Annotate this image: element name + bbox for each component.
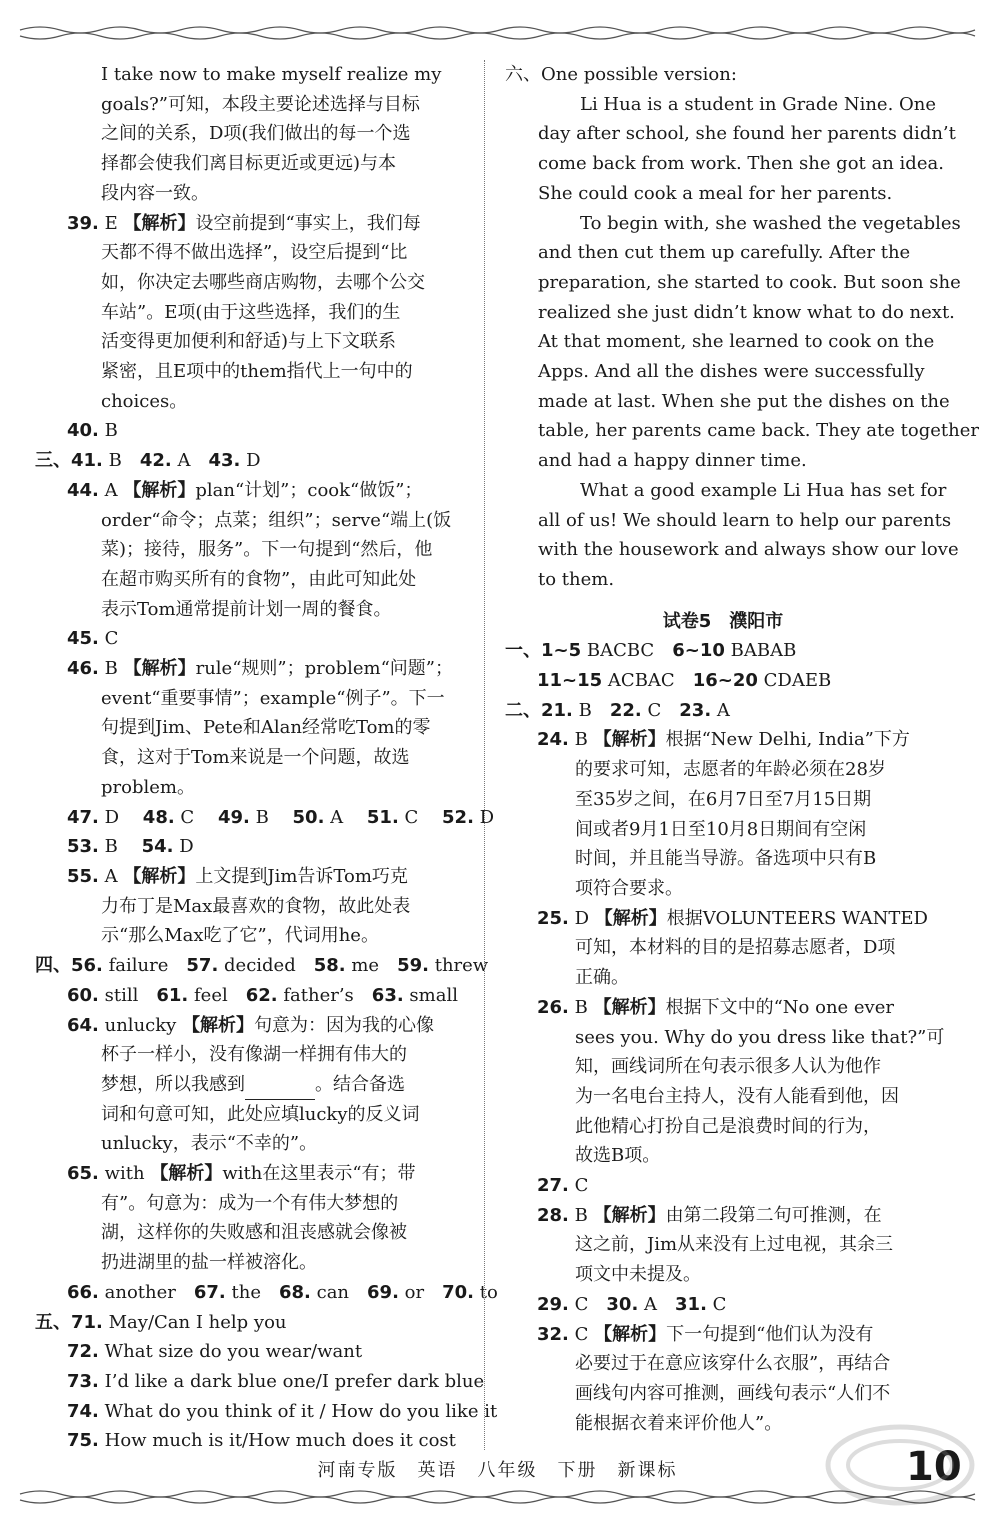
essay-line: What a good example Li Hua has set for xyxy=(580,479,947,501)
answer-letter: D xyxy=(246,450,261,472)
answer-sentence: May/Can I help you xyxy=(108,1311,287,1333)
essay-line: At that moment, she learned to cook on the xyxy=(538,331,935,353)
text-line: 活变得更加便利和舒适)与上下文联系 xyxy=(101,331,397,353)
text-fragment: 梦想，所以我感到 xyxy=(101,1073,245,1095)
question-number: 40. xyxy=(67,420,99,442)
answer-word: me xyxy=(351,955,380,977)
answer-letter: A xyxy=(644,1293,658,1315)
explanation-text: rule“规则”；problem“问题”； xyxy=(195,658,453,680)
essay-line: all of us! We should learn to help our parents xyxy=(538,509,952,531)
question-number: 51. xyxy=(366,806,399,828)
answer-letter: C xyxy=(574,1175,589,1197)
answer-75 xyxy=(35,1426,465,1456)
essay-line: with the housework and always show our love xyxy=(538,539,959,561)
text-line: 湖，这样你的失败感和沮丧感就会像被 xyxy=(101,1222,407,1244)
text-line: 力布丁是Max最喜欢的食物，故此处表 xyxy=(101,895,411,917)
answer-word: can xyxy=(316,1281,350,1303)
explanation-text: with在这里表示“有；带 xyxy=(222,1163,416,1185)
text-line: 项符合要求。 xyxy=(575,877,683,899)
text-line: 这之前，Jim从来没有上过电视，其余三 xyxy=(575,1234,894,1256)
text-line: 至35岁之间，在6月7日至7月15日期 xyxy=(575,788,872,810)
answer-letter: A xyxy=(104,479,118,501)
question-number: 39. xyxy=(67,212,99,234)
answer-32 xyxy=(505,1320,941,1350)
essay-line: and had a happy dinner time. xyxy=(538,450,807,472)
section-label: 四、 xyxy=(35,955,71,977)
answer-word: the xyxy=(231,1281,261,1303)
text-line: event“重要事情”；example“例子”。下一 xyxy=(101,687,445,709)
question-number: 27. xyxy=(537,1175,569,1197)
question-number: 25. xyxy=(537,907,569,929)
answer-45 xyxy=(35,624,465,654)
question-number: 64. xyxy=(67,1014,99,1036)
explanation-text: 上文提到Jim告诉Tom巧克 xyxy=(195,865,408,887)
answer-word: small xyxy=(409,984,458,1006)
text-line: 的要求可知，志愿者的年龄必须在28岁 xyxy=(575,759,886,781)
answer-40 xyxy=(35,416,465,446)
page-footer: 河南专版 英语 八年级 下册 新课标 xyxy=(317,1460,678,1481)
text-line: 时间，并且能当导游。备选项中只有B xyxy=(575,848,877,870)
text-line: goals?”可知，本段主要论述选择与目标 xyxy=(101,93,420,115)
essay-line: come back from work. Then she got an idea. xyxy=(538,153,944,175)
text-line: sees you. Why do you dress like that?”可 xyxy=(575,1026,945,1048)
answer-letters: CDAEB xyxy=(763,670,832,692)
question-number: 29. xyxy=(537,1293,569,1315)
text-line: order“命令；点菜；组织”；serve“端上(饭 xyxy=(101,509,452,531)
explanation-text: 由第二段第二句可推测，在 xyxy=(665,1204,882,1226)
answer-letter: A xyxy=(104,865,118,887)
explanation-tag: 【解析】 xyxy=(594,1323,667,1345)
text-line: 扔进湖里的盐一样被溶化。 xyxy=(101,1252,317,1274)
essay-line: realized she just didn’t know what to do next. xyxy=(538,301,955,323)
explanation-text: plan“计划”；cook“做饭”； xyxy=(195,479,423,501)
page-number: 10 xyxy=(906,1444,962,1490)
top-decorative-border xyxy=(20,22,975,44)
text-line: 天都不得不做出选择”，设空后提到“比 xyxy=(101,242,408,264)
text-line: 如，你决定去哪些商店购物，去哪个公交 xyxy=(101,271,425,293)
answer-letter: B xyxy=(574,996,588,1018)
answer-word: to xyxy=(479,1281,498,1303)
question-number: 47. xyxy=(67,806,99,828)
answer-55 xyxy=(35,862,465,892)
text-line xyxy=(35,1070,465,1100)
question-number: 41. xyxy=(71,450,103,472)
answer-word: or xyxy=(404,1281,425,1303)
answer-letters: ACBAC xyxy=(607,670,675,692)
answer-word: with xyxy=(104,1163,145,1185)
explanation-tag: 【解析】 xyxy=(593,1204,666,1226)
section-label: 三、 xyxy=(35,450,71,472)
text-line: 之间的关系，D项(我们做出的每一个选 xyxy=(101,123,411,145)
text-line: 择都会使我们离目标更近或更远)与本 xyxy=(101,153,397,175)
answers-29-31 xyxy=(505,1290,941,1320)
essay-line: day after school, she found her parents didn’t xyxy=(538,123,956,145)
answer-letter: E xyxy=(104,212,118,234)
text-line: 知，画线词所在句表示很多人认为他作 xyxy=(575,1056,881,1078)
question-number: 43. xyxy=(208,450,241,472)
explanation-text: 下一句提到“他们认为没有 xyxy=(666,1323,874,1345)
text-line: 段内容一致。 xyxy=(101,182,209,204)
question-number: 59. xyxy=(397,955,429,977)
question-number: 73. xyxy=(67,1370,99,1392)
answer-word: feel xyxy=(194,984,228,1006)
answer-letter: D xyxy=(104,806,120,828)
question-number: 57. xyxy=(186,955,219,977)
text-line: problem。 xyxy=(101,776,195,798)
essay-line: Li Hua is a student in Grade Nine. One xyxy=(580,93,937,115)
essay-line: and then cut them up carefully. After the xyxy=(538,242,911,264)
explanation-tag: 【解析】 xyxy=(593,729,666,751)
answer-letter: C xyxy=(104,628,119,650)
section-label: 五、 xyxy=(35,1311,71,1333)
answer-letter: B xyxy=(578,699,592,721)
question-number: 21. xyxy=(541,699,573,721)
answer-sentence: What size do you wear/want xyxy=(104,1341,363,1363)
answer-letters: BABAB xyxy=(730,640,797,662)
essay-line: She could cook a meal for her parents. xyxy=(538,182,893,204)
question-number: 71. xyxy=(71,1311,103,1333)
answer-sentence: How much is it/How much does it cost xyxy=(104,1430,456,1452)
text-line: 车站”。E项(由于这些选择，我们的生 xyxy=(101,301,401,323)
text-line: 食，这对于Tom来说是一个问题，故选 xyxy=(101,747,410,769)
answer-letter: C xyxy=(647,699,662,721)
text-line: I take now to make myself realize my xyxy=(101,64,442,85)
answer-letter: C xyxy=(574,1323,589,1345)
question-number: 54. xyxy=(141,836,174,858)
question-number: 31. xyxy=(675,1293,707,1315)
question-number: 58. xyxy=(313,955,346,977)
section-label: 二、 xyxy=(505,699,541,721)
explanation-tag: 【解析】 xyxy=(594,907,667,929)
text-line: unlucky，表示“不幸的”。 xyxy=(101,1133,318,1155)
essay-line: made at last. When she put the dishes on the xyxy=(538,390,950,412)
answer-letter: A xyxy=(177,450,191,472)
explanation-text: 设空前提到“事实上，我们每 xyxy=(195,212,421,234)
text-line: 正确。 xyxy=(575,967,629,989)
answer-72 xyxy=(35,1337,465,1367)
answer-letter: C xyxy=(574,1293,589,1315)
question-number: 22. xyxy=(609,699,642,721)
question-number: 52. xyxy=(442,806,474,828)
text-line: 示“那么Max吃了它”，代词用he。 xyxy=(101,925,379,947)
answers-47-52 xyxy=(35,803,495,833)
question-number: 28. xyxy=(537,1204,569,1226)
text-line: 句提到Jim、Pete和Alan经常吃Tom的零 xyxy=(101,717,431,739)
question-number: 62. xyxy=(245,984,278,1006)
question-number: 53. xyxy=(67,836,99,858)
answer-44 xyxy=(35,476,465,506)
text-line: 在超市购买所有的食物”，由此可知此处 xyxy=(101,568,417,590)
answer-letter: C xyxy=(712,1293,727,1315)
section-four-answers xyxy=(35,951,489,981)
answer-word: decided xyxy=(224,955,296,977)
explanation-tag: 【解析】 xyxy=(123,479,196,501)
section-five-answers xyxy=(35,1308,465,1338)
explanation-text: 根据下文中的“No one ever xyxy=(665,996,894,1018)
essay-line: to them. xyxy=(538,568,615,590)
text-line: 表示Tom通常提前计划一周的餐食。 xyxy=(101,598,392,620)
answer-letter: D xyxy=(179,836,194,858)
text-line: 此他精心打扮自己是浪费时间的行为， xyxy=(575,1115,881,1137)
answer-letter: B xyxy=(574,729,588,751)
question-range: 6~10 xyxy=(672,640,725,662)
answer-25 xyxy=(505,904,941,934)
question-number: 55. xyxy=(67,865,99,887)
text-line: 杯子一样小，没有像湖一样拥有伟大的 xyxy=(101,1044,407,1066)
explanation-tag: 【解析】 xyxy=(182,1014,255,1036)
question-number: 63. xyxy=(371,984,404,1006)
question-range: 1~5 xyxy=(541,640,582,662)
question-number: 74. xyxy=(67,1400,99,1422)
blank-line xyxy=(245,1081,315,1100)
explanation-text: 句意为：因为我的心像 xyxy=(254,1014,435,1036)
answer-64 xyxy=(35,1011,465,1041)
section-label: 一、 xyxy=(505,640,541,662)
question-number: 49. xyxy=(217,806,250,828)
text-line: 项文中未提及。 xyxy=(575,1264,701,1286)
explanation-tag: 【解析】 xyxy=(123,658,196,680)
text-line: 能根据衣着来评价他人”。 xyxy=(575,1412,783,1434)
question-number: 67. xyxy=(193,1281,226,1303)
text-line: 必要过于在意应该穿什么衣服”，再结合 xyxy=(575,1353,891,1375)
answer-letter: C xyxy=(404,806,419,828)
question-number: 68. xyxy=(278,1281,311,1303)
text-line: 为一名电台主持人，没有人能看到他，因 xyxy=(575,1085,899,1107)
section-three-answers xyxy=(35,446,465,476)
answer-letter: B xyxy=(104,420,118,442)
explanation-tag: 【解析】 xyxy=(593,996,666,1018)
answer-sentence: What do you think of it / How do you like it xyxy=(104,1400,498,1422)
answer-letter: D xyxy=(479,806,495,828)
answer-word: unlucky xyxy=(104,1014,177,1036)
question-range: 11~15 xyxy=(537,670,603,692)
answer-65 xyxy=(35,1159,465,1189)
answer-word: threw xyxy=(434,955,489,977)
question-number: 75. xyxy=(67,1430,99,1452)
answers-53-54 xyxy=(35,832,465,862)
question-number: 72. xyxy=(67,1341,99,1363)
answer-letter: B xyxy=(104,836,118,858)
answer-39 xyxy=(35,209,465,239)
essay-line: To begin with, she washed the vegetables xyxy=(580,212,961,234)
question-number: 32. xyxy=(537,1323,569,1345)
essay-line: preparation, she started to cook. But soon she xyxy=(538,271,961,293)
question-number: 61. xyxy=(156,984,189,1006)
answer-letter: B xyxy=(108,450,122,472)
answer-26 xyxy=(505,993,941,1023)
question-number: 48. xyxy=(142,806,175,828)
answer-letter: A xyxy=(330,806,344,828)
text-line: 可知，本材料的目的是招募志愿者，D项 xyxy=(575,937,896,959)
answer-letter: C xyxy=(180,806,195,828)
text-line: 紧密，且E项中的them指代上一句中的 xyxy=(101,361,413,383)
question-range: 16~20 xyxy=(692,670,758,692)
section-one-answers xyxy=(505,636,941,666)
text-line: 故选B项。 xyxy=(575,1145,661,1167)
explanation-tag: 【解析】 xyxy=(123,865,196,887)
text-line: 菜)；接待，服务”。下一句提到“然后，他 xyxy=(101,539,433,561)
section-two-answers xyxy=(505,696,941,726)
answer-letter: B xyxy=(574,1204,588,1226)
explanation-tag: 【解析】 xyxy=(150,1163,223,1185)
answer-28 xyxy=(505,1201,941,1231)
essay-line: Apps. And all the dishes were successfully xyxy=(538,361,925,383)
section-six-heading: 六、One possible version: xyxy=(505,64,737,85)
text-line: choices。 xyxy=(101,390,188,412)
question-number: 70. xyxy=(442,1281,474,1303)
explanation-tag: 【解析】 xyxy=(123,212,196,234)
question-number: 69. xyxy=(367,1281,399,1303)
answer-27 xyxy=(505,1171,941,1201)
answer-74 xyxy=(35,1397,498,1427)
question-number: 65. xyxy=(67,1163,99,1185)
answer-24 xyxy=(505,725,941,755)
answer-letter: B xyxy=(255,806,269,828)
section-one-answers-2 xyxy=(505,666,941,696)
question-number: 23. xyxy=(679,699,712,721)
answer-letter: B xyxy=(104,658,118,680)
question-number: 60. xyxy=(67,984,99,1006)
column-divider xyxy=(484,60,485,1450)
left-column xyxy=(35,60,498,1456)
answers-60-63 xyxy=(35,981,465,1011)
bottom-decorative-border xyxy=(20,1486,975,1508)
question-number: 46. xyxy=(67,658,99,680)
test-paper-title: 试卷5 濮阳市 xyxy=(662,610,784,632)
answer-word: failure xyxy=(108,955,169,977)
answer-73 xyxy=(35,1367,485,1397)
question-number: 30. xyxy=(606,1293,639,1315)
text-line: 画线句内容可推测，画线句表示“人们不 xyxy=(575,1382,891,1404)
answer-letter: A xyxy=(716,699,730,721)
question-number: 66. xyxy=(67,1281,99,1303)
question-number: 50. xyxy=(292,806,325,828)
explanation-text: 根据VOLUNTEERS WANTED xyxy=(666,907,928,929)
answers-66-70 xyxy=(35,1278,498,1308)
question-number: 24. xyxy=(537,729,569,751)
question-number: 45. xyxy=(67,628,99,650)
answer-word: father’s xyxy=(283,984,354,1006)
question-number: 42. xyxy=(139,450,172,472)
explanation-text: 根据“New Delhi, India”下方 xyxy=(665,729,910,751)
text-fragment: 。结合备选 xyxy=(315,1073,405,1095)
answer-word: still xyxy=(104,984,139,1006)
text-line: 有”。句意为：成为一个有伟大梦想的 xyxy=(101,1192,399,1214)
text-line: 词和句意可知，此处应填lucky的反义词 xyxy=(101,1103,420,1125)
answer-word: another xyxy=(104,1281,176,1303)
answer-46 xyxy=(35,654,465,684)
question-number: 26. xyxy=(537,996,569,1018)
right-column xyxy=(505,60,979,1438)
question-number: 44. xyxy=(67,479,99,501)
question-number: 56. xyxy=(71,955,103,977)
answer-letter: D xyxy=(574,907,590,929)
text-line: 间或者9月1日至10月8日期间有空闲 xyxy=(575,818,867,840)
answer-sentence: I’d like a dark blue one/I prefer dark blue xyxy=(104,1370,485,1392)
essay-line: table, her parents came back. They ate together xyxy=(538,420,979,442)
answer-letters: BACBC xyxy=(586,640,655,662)
